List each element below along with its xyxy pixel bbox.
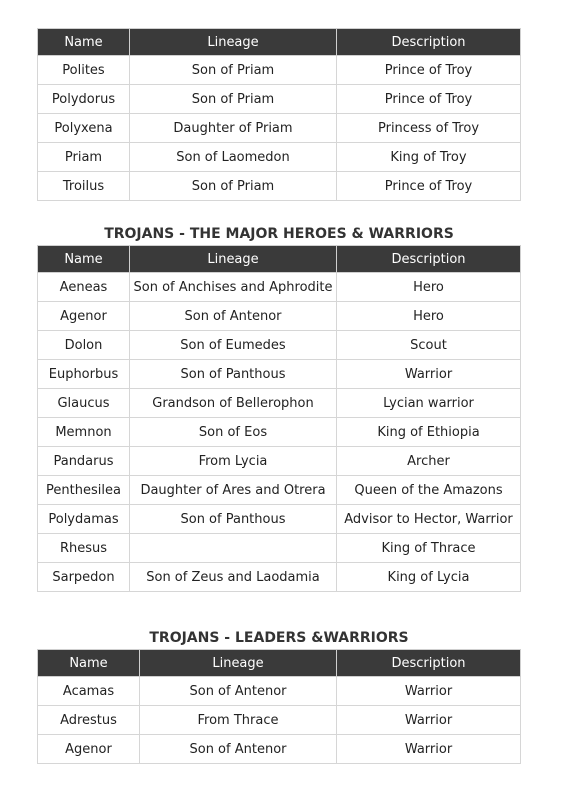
section-title-leaders-warriors: TROJANS - LEADERS &WARRIORS <box>149 630 409 646</box>
cell-description: Prince of Troy <box>337 172 521 201</box>
cell-lineage <box>130 534 337 563</box>
table-row <box>38 505 521 534</box>
table-row <box>38 114 521 143</box>
cell-lineage: Son of Antenor <box>140 735 337 764</box>
column-header-lineage: Lineage <box>130 246 337 273</box>
cell-lineage: Son of Priam <box>130 56 337 85</box>
cell-name: Glaucus <box>38 389 130 418</box>
cell-description: Archer <box>337 447 521 476</box>
table-row <box>38 85 521 114</box>
cell-description: Warrior <box>337 735 521 764</box>
table-header-row <box>38 29 521 56</box>
cell-description: King of Thrace <box>337 534 521 563</box>
cell-name: Polyxena <box>38 114 130 143</box>
cell-description: Advisor to Hector, Warrior <box>337 505 521 534</box>
cell-lineage: Son of Eumedes <box>130 331 337 360</box>
cell-description: King of Troy <box>337 143 521 172</box>
cell-description: Princess of Troy <box>337 114 521 143</box>
cell-description: Prince of Troy <box>337 85 521 114</box>
column-header-lineage: Lineage <box>140 650 337 677</box>
cell-lineage: Son of Panthous <box>130 360 337 389</box>
cell-lineage: Grandson of Bellerophon <box>130 389 337 418</box>
cell-description: Warrior <box>337 360 521 389</box>
cell-name: Dolon <box>38 331 130 360</box>
column-header-name: Name <box>38 650 140 677</box>
table-row <box>38 172 521 201</box>
section-title-major-heroes: TROJANS - THE MAJOR HEROES & WARRIORS <box>104 226 454 242</box>
cell-name: Euphorbus <box>38 360 130 389</box>
column-header-name: Name <box>38 246 130 273</box>
cell-name: Pandarus <box>38 447 130 476</box>
cell-lineage: Son of Panthous <box>130 505 337 534</box>
table-major-heroes <box>37 245 521 592</box>
table-row <box>38 360 521 389</box>
table-row <box>38 302 521 331</box>
cell-lineage: Son of Anchises and Aphrodite <box>130 273 337 302</box>
column-header-name: Name <box>38 29 130 56</box>
cell-name: Rhesus <box>38 534 130 563</box>
table-row <box>38 563 521 592</box>
cell-lineage: From Lycia <box>130 447 337 476</box>
table-header-row <box>38 246 521 273</box>
cell-lineage: Daughter of Ares and Otrera <box>130 476 337 505</box>
cell-description: Warrior <box>337 677 521 706</box>
column-header-description: Description <box>337 246 521 273</box>
cell-lineage: Son of Eos <box>130 418 337 447</box>
cell-name: Sarpedon <box>38 563 130 592</box>
cell-name: Priam <box>38 143 130 172</box>
cell-lineage: Son of Antenor <box>130 302 337 331</box>
cell-description: Queen of the Amazons <box>337 476 521 505</box>
cell-name: Agenor <box>38 302 130 331</box>
cell-name: Agenor <box>38 735 140 764</box>
cell-description: Lycian warrior <box>337 389 521 418</box>
table-row <box>38 273 521 302</box>
table-row <box>38 706 521 735</box>
column-header-description: Description <box>337 650 521 677</box>
cell-lineage: Son of Zeus and Laodamia <box>130 563 337 592</box>
table-row <box>38 389 521 418</box>
table-row <box>38 677 521 706</box>
cell-name: Polydorus <box>38 85 130 114</box>
cell-description: King of Lycia <box>337 563 521 592</box>
cell-description: Hero <box>337 302 521 331</box>
cell-description: Scout <box>337 331 521 360</box>
table-row <box>38 447 521 476</box>
cell-lineage: Son of Laomedon <box>130 143 337 172</box>
cell-lineage: Son of Priam <box>130 85 337 114</box>
cell-name: Memnon <box>38 418 130 447</box>
table-row <box>38 143 521 172</box>
column-header-lineage: Lineage <box>130 29 337 56</box>
table-row <box>38 476 521 505</box>
cell-lineage: From Thrace <box>140 706 337 735</box>
cell-lineage: Son of Antenor <box>140 677 337 706</box>
table-leaders-warriors <box>37 649 521 764</box>
cell-name: Aeneas <box>38 273 130 302</box>
cell-description: Prince of Troy <box>337 56 521 85</box>
cell-name: Polites <box>38 56 130 85</box>
table-row <box>38 331 521 360</box>
cell-lineage: Daughter of Priam <box>130 114 337 143</box>
cell-description: King of Ethiopia <box>337 418 521 447</box>
cell-lineage: Son of Priam <box>130 172 337 201</box>
cell-name: Acamas <box>38 677 140 706</box>
table-row <box>38 418 521 447</box>
table-header-row <box>38 650 521 677</box>
table-row <box>38 56 521 85</box>
cell-name: Polydamas <box>38 505 130 534</box>
table-royal-family <box>37 28 521 201</box>
cell-name: Troilus <box>38 172 130 201</box>
cell-description: Warrior <box>337 706 521 735</box>
cell-name: Adrestus <box>38 706 140 735</box>
cell-name: Penthesilea <box>38 476 130 505</box>
cell-description: Hero <box>337 273 521 302</box>
column-header-description: Description <box>337 29 521 56</box>
table-row <box>38 735 521 764</box>
table-row <box>38 534 521 563</box>
